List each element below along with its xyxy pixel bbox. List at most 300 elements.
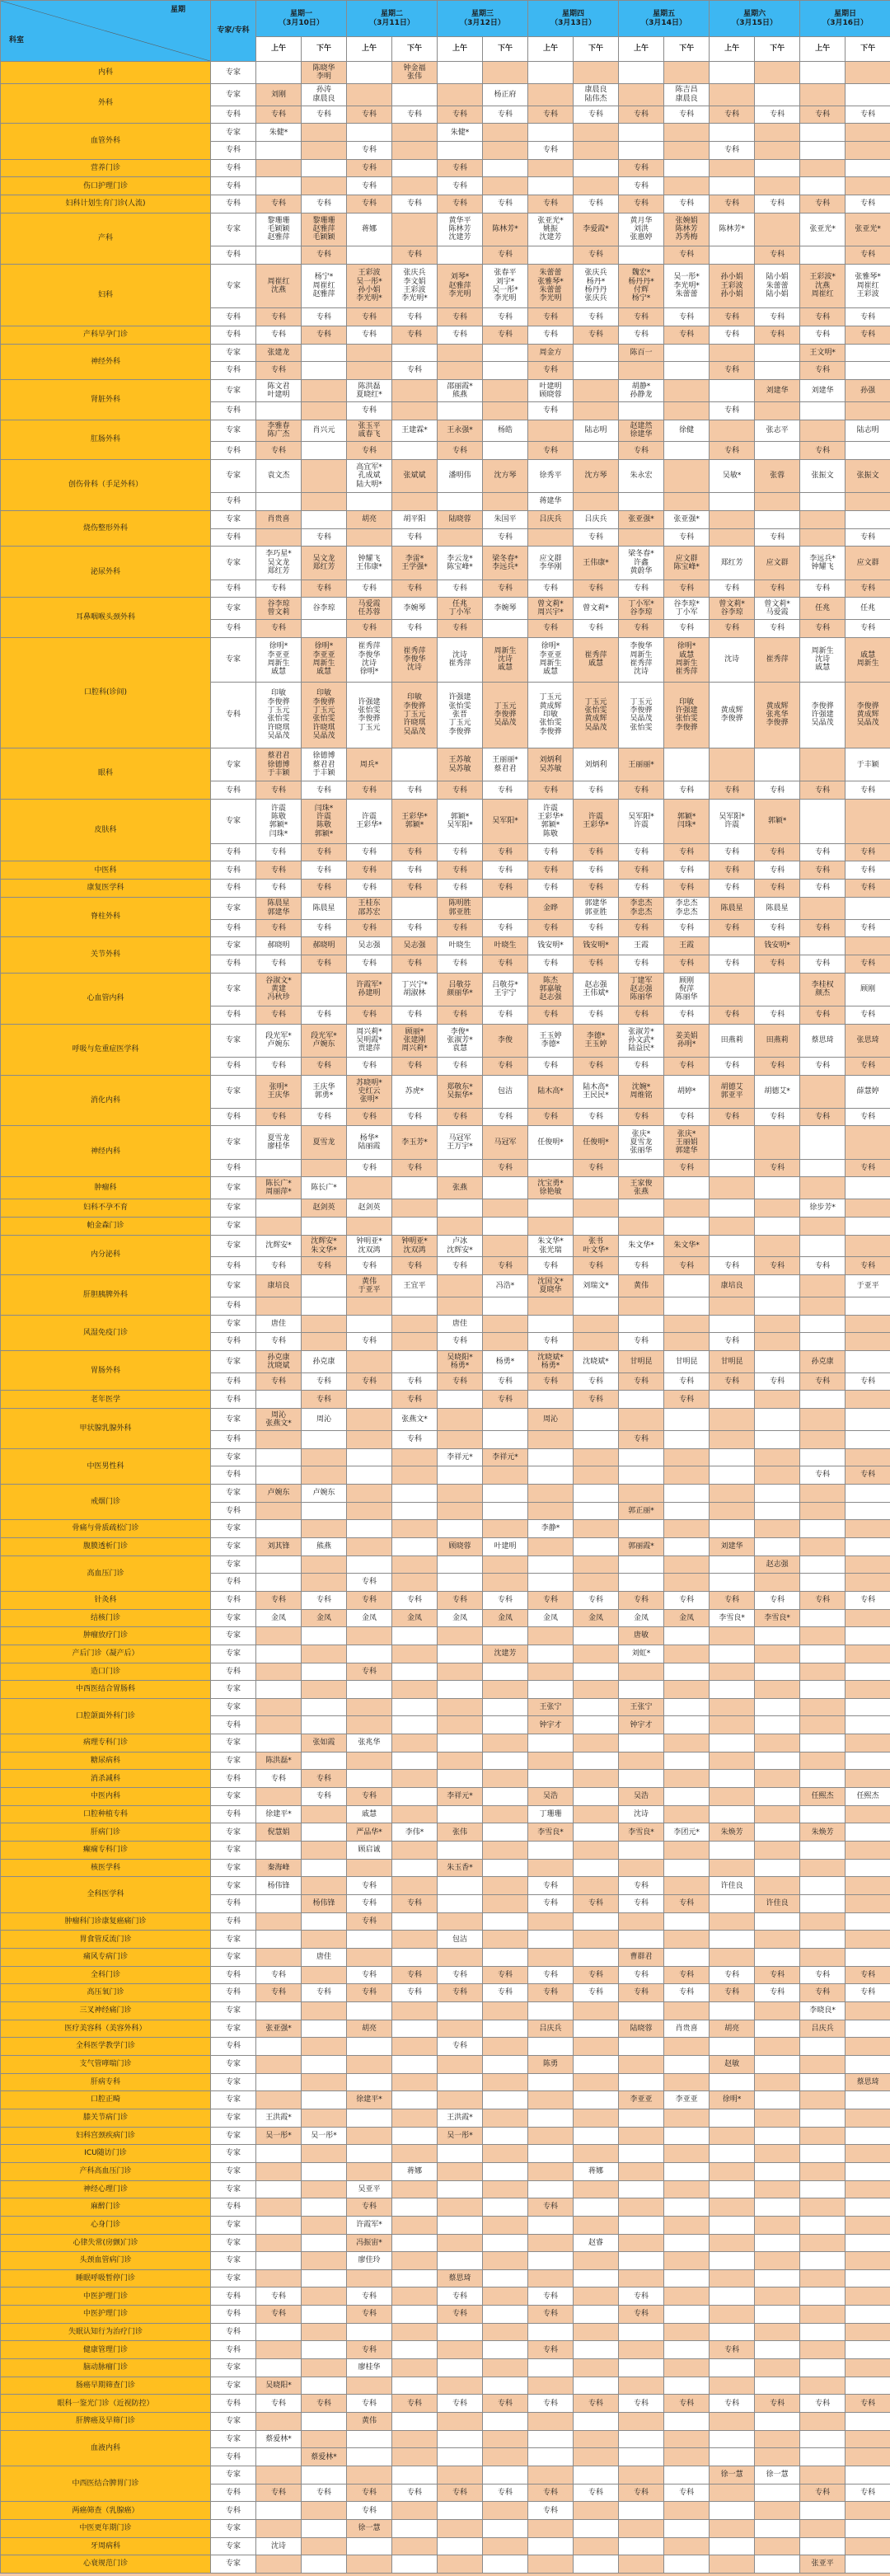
morning-slot-cell: 王丽丽* xyxy=(619,748,664,781)
afternoon-slot-cell xyxy=(392,1931,438,1949)
morning-slot-cell xyxy=(619,2001,664,2020)
morning-slot-cell xyxy=(528,1466,574,1485)
morning-slot-cell: 曹群君 xyxy=(619,1949,664,1967)
afternoon-slot-cell: 专科 xyxy=(574,1966,619,1984)
morning-slot-cell xyxy=(800,2216,846,2234)
morning-slot-cell xyxy=(619,1574,664,1592)
morning-slot-cell: 专科 xyxy=(619,159,664,177)
afternoon-slot-cell: 专科 xyxy=(483,528,528,547)
department-name: 肝病专科 xyxy=(1,2073,211,2091)
morning-slot-cell xyxy=(256,1217,302,1235)
afternoon-slot-cell: 徐健 xyxy=(664,420,710,442)
afternoon-slot-cell: 专科 xyxy=(846,195,890,213)
schedule-row xyxy=(1,937,890,955)
afternoon-slot-cell xyxy=(392,2198,438,2217)
department-name: 头颈血管病门诊 xyxy=(1,2252,211,2270)
morning-slot-cell: 专科 xyxy=(438,919,483,937)
morning-slot-cell xyxy=(347,1698,392,1716)
morning-slot-cell: 吴晓阳* 杨勇* xyxy=(438,1350,483,1372)
afternoon-slot-cell xyxy=(483,1877,528,1895)
afternoon-slot-cell xyxy=(846,2269,890,2287)
specialty-row-label: 专科 xyxy=(211,1984,256,2002)
morning-slot-cell xyxy=(710,246,755,264)
morning-slot-cell xyxy=(528,2448,574,2466)
morning-slot-cell: 专科 xyxy=(438,1372,483,1391)
afternoon-slot-cell xyxy=(392,2145,438,2163)
afternoon-slot-cell: 专科 xyxy=(392,195,438,213)
morning-slot-cell: 专科 xyxy=(619,1108,664,1126)
morning-slot-cell xyxy=(256,1842,302,1860)
afternoon-slot-cell xyxy=(483,1199,528,1218)
afternoon-slot-cell: 杨伟锋 xyxy=(302,1895,347,1913)
expert-row-label: 专家 xyxy=(211,637,256,682)
morning-slot-cell xyxy=(256,1297,302,1315)
afternoon-slot-cell xyxy=(755,2091,800,2109)
afternoon-slot-cell: 谷李琼 xyxy=(302,598,347,620)
department-name: 肠癌早期筛查门诊 xyxy=(1,2377,211,2395)
afternoon-slot-cell: 专科 xyxy=(574,919,619,937)
morning-slot-cell: 许佳良 xyxy=(710,1877,755,1895)
afternoon-slot-cell: 专科 xyxy=(755,1108,800,1126)
afternoon-slot-cell: 郭建华 郭亚胜 xyxy=(574,897,619,919)
afternoon-slot-cell xyxy=(664,1698,710,1716)
morning-slot-cell xyxy=(710,2001,755,2020)
morning-slot-cell: 专科 xyxy=(710,326,755,345)
afternoon-slot-cell: 李俊 xyxy=(483,1024,528,1057)
department-name: 中医护理门诊 xyxy=(1,2287,211,2306)
specialty-row-label: 专科 xyxy=(211,861,256,880)
specialty-row-label: 专科 xyxy=(211,1502,256,1520)
morning-slot-cell xyxy=(710,1502,755,1520)
afternoon-slot-cell xyxy=(755,2520,800,2538)
afternoon-slot-cell xyxy=(392,2430,438,2448)
afternoon-slot-cell: 许震 王彩华* xyxy=(574,800,619,844)
afternoon-slot-cell: 专科 xyxy=(392,1006,438,1024)
afternoon-slot-cell xyxy=(392,2091,438,2109)
afternoon-slot-cell xyxy=(302,2234,347,2252)
morning-slot-cell: 专科 xyxy=(256,2395,302,2413)
morning-slot-cell xyxy=(800,1681,846,1699)
specialty-row-label: 专科 xyxy=(211,1108,256,1126)
afternoon-slot-cell xyxy=(755,1716,800,1734)
day-header: 星期四 （3月13日） xyxy=(528,1,619,37)
morning-slot-cell xyxy=(710,2323,755,2341)
afternoon-slot-cell xyxy=(302,442,347,460)
afternoon-slot-cell xyxy=(755,2127,800,2145)
morning-slot-cell: 专科 xyxy=(619,781,664,800)
morning-slot-cell: 袁文杰 xyxy=(256,460,302,493)
afternoon-slot-cell xyxy=(846,2234,890,2252)
afternoon-slot-cell xyxy=(574,2502,619,2520)
morning-slot-cell: 徐步芳* xyxy=(800,1199,846,1218)
afternoon-slot-cell xyxy=(392,1520,438,1538)
morning-slot-cell xyxy=(800,83,846,106)
afternoon-slot-cell xyxy=(302,401,347,420)
afternoon-slot-cell xyxy=(574,2466,619,2485)
afternoon-slot-cell: 李亚亚 xyxy=(664,2091,710,2109)
afternoon-slot-cell xyxy=(574,2448,619,2466)
afternoon-slot-cell: 闫珠* 许震 陈敬 郭颖* xyxy=(302,800,347,844)
morning-slot-cell xyxy=(256,1949,302,1967)
specialty-row-label: 专科 xyxy=(211,1006,256,1024)
specialty-row-label: 专科 xyxy=(211,1057,256,1075)
afternoon-slot-cell xyxy=(755,1235,800,1257)
morning-slot-cell xyxy=(438,1555,483,1574)
afternoon-slot-cell: 专科 xyxy=(302,955,347,973)
afternoon-slot-cell xyxy=(302,2020,347,2038)
afternoon-slot-cell: 专科 xyxy=(574,1006,619,1024)
schedule-row xyxy=(1,2038,890,2056)
morning-slot-cell: 金凤 xyxy=(347,1609,392,1627)
afternoon-slot-cell xyxy=(302,1627,347,1645)
afternoon-slot-cell: 于丰颖 xyxy=(846,748,890,781)
afternoon-slot-cell xyxy=(302,1555,347,1574)
afternoon-slot-cell xyxy=(755,142,800,160)
morning-slot-cell xyxy=(800,2520,846,2538)
afternoon-slot-cell xyxy=(755,748,800,781)
afternoon-slot-cell xyxy=(846,1823,890,1842)
morning-slot-cell: 专科 xyxy=(528,308,574,326)
morning-slot-cell xyxy=(619,2448,664,2466)
morning-slot-cell xyxy=(619,2145,664,2163)
morning-slot-cell xyxy=(347,1645,392,1663)
morning-slot-cell: 唐敏 xyxy=(619,1627,664,1645)
afternoon-slot-cell xyxy=(846,493,890,511)
morning-slot-cell xyxy=(710,2520,755,2538)
afternoon-slot-cell xyxy=(483,1177,528,1199)
afternoon-slot-cell xyxy=(846,1502,890,1520)
morning-slot-cell: 专科 xyxy=(438,2484,483,2502)
morning-slot-cell: 沈诗 xyxy=(619,1805,664,1823)
morning-slot-cell: 专科 xyxy=(528,2198,574,2217)
afternoon-slot-cell: 专科 xyxy=(755,781,800,800)
morning-slot-cell xyxy=(800,2323,846,2341)
morning-slot-cell: 专科 xyxy=(438,177,483,195)
afternoon-slot-cell xyxy=(302,1842,347,1860)
morning-slot-cell: 周兴莉* 吴明霞* 贾建萍 xyxy=(347,1024,392,1057)
morning-slot-cell xyxy=(347,1466,392,1485)
afternoon-slot-cell xyxy=(846,1663,890,1681)
morning-slot-cell xyxy=(256,1912,302,1931)
afternoon-slot-cell xyxy=(574,2180,619,2198)
afternoon-slot-cell: 李忠杰 李忠杰 xyxy=(664,897,710,919)
day-header: 星期日 （3月16日） xyxy=(800,1,890,37)
afternoon-slot-cell xyxy=(574,1448,619,1466)
schedule-row xyxy=(1,2198,890,2217)
afternoon-slot-cell: 专科 xyxy=(574,1372,619,1391)
afternoon-slot-cell xyxy=(392,1627,438,1645)
afternoon-slot-cell xyxy=(574,1520,619,1538)
afternoon-slot-cell xyxy=(302,1823,347,1842)
afternoon-slot-cell xyxy=(846,2180,890,2198)
afternoon-slot-cell: 专科 xyxy=(664,246,710,264)
morning-slot-cell xyxy=(619,2234,664,2252)
morning-slot-cell xyxy=(438,2413,483,2431)
afternoon-slot-cell: 段光军* 卢婉东 xyxy=(302,1024,347,1057)
afternoon-slot-cell xyxy=(846,2502,890,2520)
afternoon-slot-cell xyxy=(574,1177,619,1199)
morning-slot-cell xyxy=(619,1931,664,1949)
schedule-row xyxy=(1,2020,890,2038)
department-name: 妇科不孕不育 xyxy=(1,1199,211,1218)
afternoon-slot-cell xyxy=(302,2555,347,2574)
afternoon-header: 下午 xyxy=(302,37,347,62)
afternoon-slot-cell xyxy=(574,1788,619,1806)
department-name: 神经外科 xyxy=(1,344,211,379)
morning-header: 上午 xyxy=(710,37,755,62)
schedule-row xyxy=(1,159,890,177)
afternoon-slot-cell: 专科 xyxy=(392,246,438,264)
morning-slot-cell xyxy=(347,1931,392,1949)
afternoon-slot-cell xyxy=(574,1430,619,1448)
morning-slot-cell xyxy=(528,1663,574,1681)
morning-slot-cell: 专科 xyxy=(800,362,846,380)
morning-slot-cell: 任兆 丁小军 xyxy=(438,598,483,620)
afternoon-slot-cell xyxy=(755,1448,800,1466)
morning-slot-cell: 甘明昆 xyxy=(710,1350,755,1372)
afternoon-slot-cell xyxy=(302,1859,347,1877)
afternoon-slot-cell xyxy=(664,1537,710,1555)
afternoon-slot-cell xyxy=(574,2413,619,2431)
afternoon-slot-cell: 印敏 李俊骅 丁玉元 张怡雯 许晓琪 吴晶茂 xyxy=(302,682,347,748)
afternoon-slot-cell xyxy=(483,2162,528,2180)
morning-slot-cell xyxy=(619,2537,664,2555)
afternoon-slot-cell xyxy=(483,620,528,638)
morning-slot-cell: 陆晓蓉 xyxy=(619,2020,664,2038)
afternoon-slot-cell: 专科 xyxy=(574,1159,619,1177)
morning-slot-cell xyxy=(800,1931,846,1949)
afternoon-slot-cell xyxy=(392,2537,438,2555)
department-name: 妇科 xyxy=(1,264,211,326)
morning-slot-cell: 周金方 xyxy=(528,344,574,362)
expert-row-label: 专家 xyxy=(211,344,256,362)
expert-row-label: 专家 xyxy=(211,2216,256,2234)
schedule-row xyxy=(1,1448,890,1466)
afternoon-slot-cell xyxy=(574,2359,619,2377)
expert-row-label: 专家 xyxy=(211,264,256,308)
afternoon-slot-cell xyxy=(302,1275,347,1297)
morning-slot-cell xyxy=(800,1297,846,1315)
schedule-row xyxy=(1,2055,890,2073)
morning-slot-cell xyxy=(710,1752,755,1770)
department-name: 关节外科 xyxy=(1,937,211,973)
afternoon-slot-cell xyxy=(483,1627,528,1645)
afternoon-slot-cell: 专科 xyxy=(846,1984,890,2002)
expert-row-label: 专家 xyxy=(211,124,256,142)
morning-slot-cell xyxy=(800,1235,846,1257)
specialty-row-label: 专科 xyxy=(211,843,256,861)
afternoon-slot-cell xyxy=(846,1177,890,1199)
morning-slot-cell xyxy=(438,401,483,420)
afternoon-slot-cell xyxy=(483,2038,528,2056)
morning-slot-cell: 专科 xyxy=(256,955,302,973)
expert-row-label: 专家 xyxy=(211,62,256,84)
morning-slot-cell: 专科 xyxy=(256,106,302,124)
morning-slot-cell: 专科 xyxy=(256,1333,302,1351)
morning-slot-cell xyxy=(528,1574,574,1592)
afternoon-slot-cell xyxy=(302,2145,347,2163)
morning-slot-cell: 专科 xyxy=(438,2287,483,2306)
afternoon-slot-cell xyxy=(664,177,710,195)
afternoon-slot-cell xyxy=(664,2306,710,2324)
afternoon-slot-cell xyxy=(755,493,800,511)
afternoon-slot-cell xyxy=(483,62,528,84)
expert-row-label: 专家 xyxy=(211,460,256,493)
morning-slot-cell xyxy=(438,528,483,547)
morning-slot-cell: 专科 xyxy=(710,1108,755,1126)
morning-slot-cell: 专科 xyxy=(438,1108,483,1126)
day-header: 星期三 （3月12日） xyxy=(438,1,528,37)
morning-slot-cell xyxy=(800,1949,846,1967)
afternoon-slot-cell xyxy=(664,1645,710,1663)
afternoon-slot-cell xyxy=(483,1297,528,1315)
afternoon-slot-cell: 专科 xyxy=(483,1257,528,1275)
afternoon-slot-cell: 专科 xyxy=(392,1984,438,2002)
afternoon-slot-cell: 王丽丽* 蔡君君 xyxy=(483,748,528,781)
morning-slot-cell xyxy=(438,1466,483,1485)
afternoon-slot-cell xyxy=(302,2001,347,2020)
morning-slot-cell: 卢冰 沈辉安* xyxy=(438,1235,483,1257)
afternoon-slot-cell xyxy=(846,1627,890,1645)
afternoon-slot-cell: 专科 xyxy=(755,106,800,124)
afternoon-slot-cell xyxy=(392,1949,438,1967)
morning-slot-cell xyxy=(256,1430,302,1448)
morning-slot-cell xyxy=(528,1484,574,1502)
morning-slot-cell xyxy=(347,1177,392,1199)
afternoon-slot-cell: 叶建明 xyxy=(483,1537,528,1555)
afternoon-slot-cell xyxy=(664,2180,710,2198)
morning-slot-cell xyxy=(256,1391,302,1409)
schedule-row xyxy=(1,2430,890,2448)
morning-slot-cell: 张亚强* xyxy=(619,510,664,528)
schedule-row xyxy=(1,1315,890,1333)
afternoon-slot-cell: 张思琦 xyxy=(846,1024,890,1057)
expert-row-label: 专家 xyxy=(211,1609,256,1627)
morning-slot-cell xyxy=(347,1520,392,1538)
afternoon-slot-cell: 王霞 xyxy=(664,937,710,955)
morning-slot-cell: 吴浩 xyxy=(528,1788,574,1806)
morning-slot-cell xyxy=(528,420,574,442)
morning-slot-cell xyxy=(528,1912,574,1931)
morning-slot-cell xyxy=(438,2091,483,2109)
afternoon-slot-cell: 专科 xyxy=(574,620,619,638)
morning-slot-cell xyxy=(800,2341,846,2359)
afternoon-slot-cell xyxy=(574,1752,619,1770)
expert-row-label: 专家 xyxy=(211,1126,256,1159)
morning-slot-cell xyxy=(710,2127,755,2145)
afternoon-slot-cell: 沈晓斌* xyxy=(574,1350,619,1372)
morning-slot-cell: 专科 xyxy=(710,1966,755,1984)
morning-slot-cell xyxy=(800,1217,846,1235)
morning-slot-cell xyxy=(256,159,302,177)
afternoon-slot-cell xyxy=(574,1859,619,1877)
morning-slot-cell xyxy=(710,1949,755,1967)
afternoon-slot-cell xyxy=(574,2145,619,2163)
morning-slot-cell: 专科 xyxy=(710,2341,755,2359)
afternoon-slot-cell: 蒋娜 xyxy=(574,2162,619,2180)
afternoon-slot-cell xyxy=(483,362,528,380)
afternoon-slot-cell xyxy=(302,1574,347,1592)
morning-slot-cell xyxy=(256,2038,302,2056)
afternoon-slot-cell: 专科 xyxy=(302,1372,347,1391)
afternoon-slot-cell: 金凤 xyxy=(664,1609,710,1627)
morning-slot-cell xyxy=(800,1609,846,1627)
schedule-row xyxy=(1,2001,890,2020)
afternoon-slot-cell: 专科 xyxy=(574,1984,619,2002)
specialty-row-label: 专科 xyxy=(211,493,256,511)
department-name: 神经内科 xyxy=(1,1126,211,1177)
morning-slot-cell xyxy=(528,2180,574,2198)
afternoon-slot-cell: 专科 xyxy=(302,195,347,213)
afternoon-slot-cell xyxy=(483,2109,528,2127)
afternoon-slot-cell xyxy=(302,2413,347,2431)
morning-slot-cell: 吴军阳* 许震 xyxy=(619,800,664,844)
afternoon-slot-cell: 专科 xyxy=(302,1391,347,1409)
afternoon-slot-cell xyxy=(392,1199,438,1218)
morning-slot-cell: 丁珊珊 xyxy=(528,1805,574,1823)
afternoon-slot-cell xyxy=(846,124,890,142)
afternoon-slot-cell: 曾文莉* 马爱霞 xyxy=(755,598,800,620)
morning-slot-cell: 朱焕芳 xyxy=(800,1823,846,1842)
morning-slot-cell: 专科 xyxy=(256,2484,302,2502)
afternoon-slot-cell xyxy=(574,1912,619,1931)
afternoon-slot-cell xyxy=(392,1177,438,1199)
morning-slot-cell xyxy=(256,1663,302,1681)
morning-slot-cell: 苏晓明* 史红云 张明* xyxy=(347,1075,392,1108)
expert-row-label: 专家 xyxy=(211,1235,256,1257)
morning-slot-cell xyxy=(347,1315,392,1333)
morning-slot-cell: 徐明* xyxy=(710,2091,755,2109)
afternoon-slot-cell xyxy=(302,1681,347,1699)
morning-slot-cell: 倪慧娟 xyxy=(256,1823,302,1842)
morning-slot-cell: 专科 xyxy=(528,142,574,160)
schedule-row xyxy=(1,2395,890,2413)
morning-header: 上午 xyxy=(438,37,483,62)
morning-slot-cell xyxy=(710,1734,755,1753)
afternoon-slot-cell xyxy=(664,2430,710,2448)
afternoon-slot-cell xyxy=(574,1484,619,1502)
afternoon-slot-cell: 张亚光* xyxy=(846,213,890,246)
afternoon-slot-cell xyxy=(302,2520,347,2538)
schedule-row xyxy=(1,2180,890,2198)
morning-slot-cell xyxy=(710,1159,755,1177)
afternoon-slot-cell: 专科 xyxy=(483,1159,528,1177)
specialty-row-label: 专科 xyxy=(211,2484,256,2502)
expert-row-label: 专家 xyxy=(211,2413,256,2431)
afternoon-slot-cell xyxy=(846,2537,890,2555)
morning-slot-cell: 黄伟 xyxy=(347,2413,392,2431)
afternoon-slot-cell xyxy=(755,401,800,420)
afternoon-slot-cell: 专科 xyxy=(664,308,710,326)
afternoon-slot-cell xyxy=(574,2091,619,2109)
morning-slot-cell: 专科 xyxy=(619,106,664,124)
morning-slot-cell xyxy=(619,2216,664,2234)
afternoon-slot-cell xyxy=(392,1315,438,1333)
afternoon-slot-cell xyxy=(392,1297,438,1315)
afternoon-slot-cell: 专科 xyxy=(392,781,438,800)
afternoon-slot-cell xyxy=(755,2448,800,2466)
afternoon-slot-cell xyxy=(483,159,528,177)
afternoon-slot-cell xyxy=(574,1770,619,1788)
afternoon-slot-cell xyxy=(574,493,619,511)
department-name: 全科医学科 xyxy=(1,1877,211,1912)
morning-slot-cell: 张淑芳* 孙文武* 陆益民* xyxy=(619,1024,664,1057)
morning-slot-cell: 专科 xyxy=(528,2306,574,2324)
afternoon-slot-cell: 专科 xyxy=(664,106,710,124)
morning-slot-cell xyxy=(710,1770,755,1788)
afternoon-slot-cell xyxy=(664,1448,710,1466)
morning-slot-cell: 专科 xyxy=(528,401,574,420)
